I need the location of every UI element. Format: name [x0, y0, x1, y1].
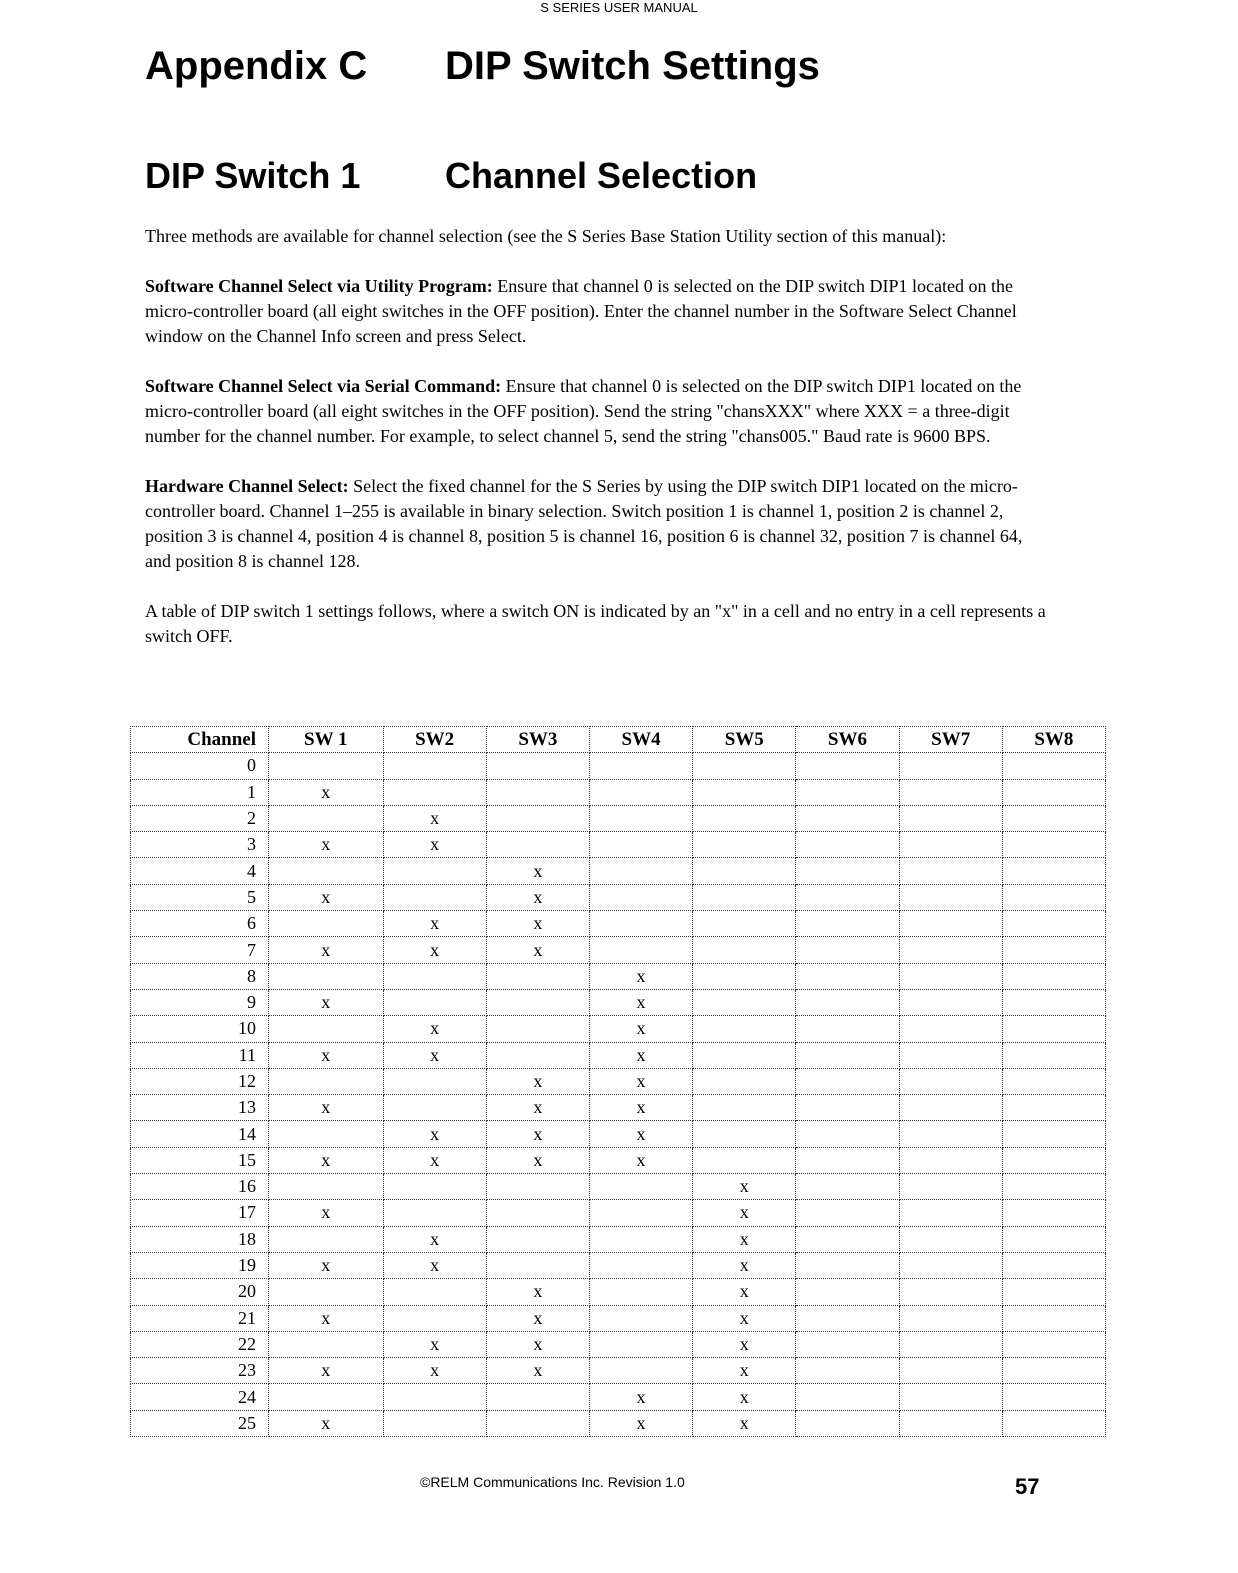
- switch-cell: [1002, 963, 1105, 989]
- switch-cell: [269, 1121, 384, 1147]
- switch-cell: x: [269, 1410, 384, 1436]
- channel-cell: 25: [131, 1410, 269, 1436]
- channel-cell: 11: [131, 1042, 269, 1068]
- switch-cell: [796, 1068, 899, 1094]
- switch-cell: x: [383, 911, 486, 937]
- switch-cell: [1002, 1121, 1105, 1147]
- switch-cell: [899, 1174, 1002, 1200]
- switch-cell: x: [269, 1200, 384, 1226]
- switch-cell: x: [383, 1226, 486, 1252]
- switch-cell: x: [693, 1226, 796, 1252]
- switch-cell: x: [589, 963, 692, 989]
- switch-cell: [899, 1331, 1002, 1357]
- switch-cell: [589, 937, 692, 963]
- switch-cell: [1002, 937, 1105, 963]
- switch-cell: [1002, 1042, 1105, 1068]
- switch-cell: [1002, 884, 1105, 910]
- switch-cell: [589, 753, 692, 779]
- table-row: [131, 1042, 1106, 1068]
- switch-cell: [899, 805, 1002, 831]
- switch-cell: [269, 963, 384, 989]
- switch-cell: [269, 1331, 384, 1357]
- channel-cell: 23: [131, 1358, 269, 1384]
- switch-cell: [1002, 911, 1105, 937]
- switch-cell: [693, 832, 796, 858]
- paragraph: Three methods are available for channel selection (see the S Series Base Station Utility section of this manual):: [145, 226, 947, 246]
- channel-cell: 14: [131, 1121, 269, 1147]
- channel-cell: 17: [131, 1200, 269, 1226]
- switch-cell: [899, 1147, 1002, 1173]
- switch-cell: [1002, 1358, 1105, 1384]
- table-row: [131, 1016, 1106, 1042]
- channel-cell: 21: [131, 1305, 269, 1331]
- switch-cell: x: [269, 989, 384, 1015]
- switch-cell: [589, 779, 692, 805]
- switch-cell: [383, 963, 486, 989]
- switch-cell: [1002, 1410, 1105, 1436]
- switch-cell: [269, 858, 384, 884]
- switch-cell: x: [383, 1147, 486, 1173]
- switch-cell: [899, 1384, 1002, 1410]
- switch-cell: [796, 1095, 899, 1121]
- switch-cell: [796, 989, 899, 1015]
- table-row: [131, 989, 1106, 1015]
- switch-cell: x: [486, 1358, 589, 1384]
- switch-cell: [899, 858, 1002, 884]
- channel-cell: 20: [131, 1279, 269, 1305]
- switch-cell: [383, 884, 486, 910]
- channel-cell: 19: [131, 1252, 269, 1278]
- switch-cell: x: [486, 937, 589, 963]
- switch-cell: [1002, 858, 1105, 884]
- switch-cell: [269, 1226, 384, 1252]
- table-row: [131, 1095, 1106, 1121]
- column-header: SW 1: [269, 727, 384, 753]
- switch-cell: [899, 1068, 1002, 1094]
- switch-cell: x: [589, 1016, 692, 1042]
- switch-cell: [269, 805, 384, 831]
- switch-cell: x: [486, 1279, 589, 1305]
- column-header: SW5: [693, 727, 796, 753]
- switch-cell: [1002, 1331, 1105, 1357]
- switch-cell: x: [589, 1147, 692, 1173]
- switch-cell: x: [269, 1252, 384, 1278]
- switch-cell: [693, 1121, 796, 1147]
- switch-cell: x: [486, 1068, 589, 1094]
- table-row: [131, 1305, 1106, 1331]
- switch-cell: [796, 911, 899, 937]
- body-text: [145, 224, 1050, 674]
- table-row: [131, 779, 1106, 805]
- switch-cell: [486, 989, 589, 1015]
- switch-cell: x: [486, 1121, 589, 1147]
- table-row: [131, 753, 1106, 779]
- column-header: SW2: [383, 727, 486, 753]
- column-header: Channel: [131, 727, 269, 753]
- switch-cell: [899, 1121, 1002, 1147]
- switch-cell: [693, 1042, 796, 1068]
- table-row: [131, 1147, 1106, 1173]
- column-header: SW3: [486, 727, 589, 753]
- switch-cell: [486, 805, 589, 831]
- switch-cell: x: [383, 1358, 486, 1384]
- switch-cell: [899, 963, 1002, 989]
- switch-cell: [383, 1068, 486, 1094]
- switch-cell: [693, 963, 796, 989]
- channel-cell: 5: [131, 884, 269, 910]
- switch-cell: [486, 753, 589, 779]
- switch-cell: [1002, 1200, 1105, 1226]
- switch-cell: [269, 1279, 384, 1305]
- channel-cell: 4: [131, 858, 269, 884]
- switch-cell: x: [383, 1331, 486, 1357]
- channel-cell: 3: [131, 832, 269, 858]
- switch-cell: [899, 884, 1002, 910]
- switch-cell: [1002, 832, 1105, 858]
- switch-cell: x: [589, 1042, 692, 1068]
- section-label: DIP Switch 1: [145, 155, 361, 196]
- switch-cell: [486, 1016, 589, 1042]
- switch-cell: [796, 1042, 899, 1068]
- switch-cell: [1002, 1305, 1105, 1331]
- switch-cell: [486, 1226, 589, 1252]
- switch-cell: [269, 1384, 384, 1410]
- channel-cell: 16: [131, 1174, 269, 1200]
- switch-cell: [1002, 753, 1105, 779]
- table-row: [131, 832, 1106, 858]
- switch-cell: [383, 1279, 486, 1305]
- switch-cell: x: [589, 1121, 692, 1147]
- channel-cell: 18: [131, 1226, 269, 1252]
- switch-cell: [693, 1095, 796, 1121]
- switch-cell: x: [269, 1147, 384, 1173]
- table-row: [131, 1358, 1106, 1384]
- channel-cell: 7: [131, 937, 269, 963]
- switch-cell: [693, 779, 796, 805]
- switch-cell: [486, 779, 589, 805]
- channel-cell: 13: [131, 1095, 269, 1121]
- switch-cell: [796, 1200, 899, 1226]
- switch-cell: x: [693, 1252, 796, 1278]
- switch-cell: [1002, 989, 1105, 1015]
- table-row: [131, 1200, 1106, 1226]
- channel-cell: 24: [131, 1384, 269, 1410]
- switch-cell: x: [486, 1147, 589, 1173]
- channel-cell: 0: [131, 753, 269, 779]
- switch-cell: [796, 1147, 899, 1173]
- switch-cell: [269, 1174, 384, 1200]
- switch-cell: x: [693, 1279, 796, 1305]
- switch-cell: [589, 1174, 692, 1200]
- switch-cell: x: [589, 1410, 692, 1436]
- switch-cell: [796, 1121, 899, 1147]
- switch-cell: [486, 1410, 589, 1436]
- switch-cell: [899, 1410, 1002, 1436]
- switch-cell: [1002, 1016, 1105, 1042]
- switch-cell: [589, 884, 692, 910]
- switch-cell: [1002, 1252, 1105, 1278]
- table-row: [131, 1068, 1106, 1094]
- switch-cell: [693, 1068, 796, 1094]
- switch-cell: x: [269, 884, 384, 910]
- switch-cell: x: [589, 989, 692, 1015]
- dip-switch-table: [130, 726, 1106, 1437]
- table-row: [131, 1279, 1106, 1305]
- switch-cell: [383, 1410, 486, 1436]
- switch-cell: [269, 911, 384, 937]
- switch-cell: x: [486, 884, 589, 910]
- column-header: SW8: [1002, 727, 1105, 753]
- running-header: S SERIES USER MANUAL: [540, 0, 698, 15]
- switch-cell: [1002, 1279, 1105, 1305]
- paragraph: Hardware Channel Select: Select the fixed channel for the S Series by using the DIP switch DIP1 located on the micro-controller board. Channel 1–255 is available in binary selection. Switch position 1 is channel 1, position 2 is channel 2, position 3 is channel 4, position 4 is channel 8, position 5 is channel 16, position 6 is channel 32, position 7 is channel 64, and position 8 is channel 128.: [145, 476, 1023, 571]
- switch-cell: [899, 1200, 1002, 1226]
- switch-cell: [796, 1331, 899, 1357]
- switch-cell: x: [383, 1042, 486, 1068]
- switch-cell: [796, 884, 899, 910]
- switch-cell: [589, 858, 692, 884]
- switch-cell: [486, 832, 589, 858]
- switch-cell: [383, 1200, 486, 1226]
- switch-cell: [899, 911, 1002, 937]
- switch-cell: x: [589, 1095, 692, 1121]
- switch-cell: [1002, 1095, 1105, 1121]
- switch-cell: [899, 832, 1002, 858]
- paragraph: Software Channel Select via Serial Command: Ensure that channel 0 is selected on the DIP switch DIP1 located on the micro-controller board (all eight switches in the OFF position). Send the string "chansXXX" where XXX = a three-digit number for the channel number. For example, to select channel 5, send the string "chans005." Baud rate is 9600 BPS.: [145, 376, 1022, 446]
- page-title: DIP Switch Settings: [445, 44, 820, 88]
- switch-cell: [796, 1174, 899, 1200]
- switch-cell: [693, 858, 796, 884]
- switch-cell: [796, 1305, 899, 1331]
- switch-cell: [899, 1042, 1002, 1068]
- channel-cell: 2: [131, 805, 269, 831]
- switch-cell: [589, 1305, 692, 1331]
- switch-cell: [589, 805, 692, 831]
- switch-cell: [383, 779, 486, 805]
- switch-cell: x: [589, 1068, 692, 1094]
- switch-cell: [486, 1200, 589, 1226]
- switch-cell: [899, 1226, 1002, 1252]
- switch-cell: [899, 1279, 1002, 1305]
- switch-cell: x: [269, 1042, 384, 1068]
- switch-cell: [899, 753, 1002, 779]
- table-row: [131, 1331, 1106, 1357]
- switch-cell: x: [269, 1095, 384, 1121]
- switch-cell: [589, 1358, 692, 1384]
- switch-cell: x: [486, 1331, 589, 1357]
- switch-cell: [796, 1358, 899, 1384]
- switch-cell: [269, 1016, 384, 1042]
- table-row: [131, 858, 1106, 884]
- switch-cell: x: [486, 1095, 589, 1121]
- channel-cell: 8: [131, 963, 269, 989]
- channel-cell: 12: [131, 1068, 269, 1094]
- switch-cell: [1002, 1384, 1105, 1410]
- paragraph: A table of DIP switch 1 settings follows, where a switch ON is indicated by an "x" in a cell and no entry in a cell represents a switch OFF.: [145, 601, 1046, 646]
- switch-cell: [796, 963, 899, 989]
- switch-cell: [693, 911, 796, 937]
- switch-cell: [796, 832, 899, 858]
- switch-cell: x: [383, 1016, 486, 1042]
- appendix-label: Appendix C: [145, 44, 368, 88]
- switch-cell: x: [693, 1410, 796, 1436]
- switch-cell: [796, 1410, 899, 1436]
- column-header: SW4: [589, 727, 692, 753]
- footer-copyright: ©RELM Communications Inc. Revision 1.0: [420, 1474, 685, 1490]
- switch-cell: [383, 1174, 486, 1200]
- switch-cell: [899, 1095, 1002, 1121]
- switch-cell: x: [383, 805, 486, 831]
- switch-cell: [486, 1174, 589, 1200]
- channel-cell: 1: [131, 779, 269, 805]
- switch-cell: [693, 805, 796, 831]
- switch-cell: [1002, 1068, 1105, 1094]
- switch-cell: [899, 1358, 1002, 1384]
- switch-cell: [486, 1042, 589, 1068]
- switch-cell: [269, 753, 384, 779]
- channel-cell: 10: [131, 1016, 269, 1042]
- switch-cell: [796, 1279, 899, 1305]
- column-header: SW7: [899, 727, 1002, 753]
- switch-cell: [796, 1384, 899, 1410]
- switch-cell: [899, 937, 1002, 963]
- switch-cell: [589, 1226, 692, 1252]
- table-row: [131, 1252, 1106, 1278]
- table-row: [131, 1410, 1106, 1436]
- switch-cell: [589, 832, 692, 858]
- switch-cell: [796, 858, 899, 884]
- switch-cell: x: [383, 1252, 486, 1278]
- switch-cell: [693, 1016, 796, 1042]
- switch-cell: x: [269, 1305, 384, 1331]
- switch-cell: [899, 1016, 1002, 1042]
- switch-cell: x: [383, 937, 486, 963]
- switch-cell: [899, 989, 1002, 1015]
- switch-cell: [796, 805, 899, 831]
- switch-cell: [383, 1305, 486, 1331]
- switch-cell: [589, 911, 692, 937]
- section-title: Channel Selection: [445, 155, 758, 196]
- channel-cell: 6: [131, 911, 269, 937]
- switch-cell: x: [693, 1174, 796, 1200]
- switch-cell: [693, 937, 796, 963]
- switch-cell: x: [486, 911, 589, 937]
- switch-cell: [693, 1147, 796, 1173]
- page-number: 57: [1015, 1474, 1040, 1499]
- switch-cell: [589, 1279, 692, 1305]
- channel-cell: 9: [131, 989, 269, 1015]
- switch-cell: x: [693, 1384, 796, 1410]
- switch-cell: [486, 1384, 589, 1410]
- switch-cell: x: [589, 1384, 692, 1410]
- switch-cell: x: [693, 1358, 796, 1384]
- table-row: [131, 884, 1106, 910]
- switch-cell: [269, 1068, 384, 1094]
- switch-cell: [899, 1305, 1002, 1331]
- switch-cell: [486, 1252, 589, 1278]
- switch-cell: [383, 1095, 486, 1121]
- table-row: [131, 805, 1106, 831]
- switch-cell: [796, 753, 899, 779]
- table-row: [131, 1121, 1106, 1147]
- switch-cell: [383, 858, 486, 884]
- table-row: [131, 911, 1106, 937]
- switch-cell: x: [693, 1200, 796, 1226]
- switch-cell: [589, 1200, 692, 1226]
- switch-cell: x: [383, 1121, 486, 1147]
- table-row: [131, 963, 1106, 989]
- switch-cell: [899, 779, 1002, 805]
- switch-cell: x: [269, 779, 384, 805]
- switch-cell: [796, 1016, 899, 1042]
- switch-cell: x: [693, 1331, 796, 1357]
- switch-cell: [1002, 779, 1105, 805]
- switch-cell: [796, 937, 899, 963]
- table-row: [131, 1384, 1106, 1410]
- switch-cell: x: [486, 858, 589, 884]
- paragraph: Software Channel Select via Utility Program: Ensure that channel 0 is selected on the DIP switch DIP1 located on the micro-controller board (all eight switches in the OFF position). Enter the channel number in the Software Select Channel window on the Channel Info screen and press Select.: [145, 276, 1017, 346]
- switch-cell: [796, 779, 899, 805]
- switch-cell: x: [383, 832, 486, 858]
- switch-cell: x: [693, 1305, 796, 1331]
- switch-cell: [1002, 1226, 1105, 1252]
- switch-cell: [693, 884, 796, 910]
- table-row: [131, 1226, 1106, 1252]
- switch-cell: [899, 1252, 1002, 1278]
- switch-cell: [383, 1384, 486, 1410]
- switch-cell: [383, 753, 486, 779]
- channel-cell: 15: [131, 1147, 269, 1173]
- switch-cell: [693, 753, 796, 779]
- channel-cell: 22: [131, 1331, 269, 1357]
- switch-cell: [383, 989, 486, 1015]
- switch-cell: [589, 1331, 692, 1357]
- switch-cell: [486, 963, 589, 989]
- switch-cell: [796, 1252, 899, 1278]
- switch-cell: [796, 1226, 899, 1252]
- switch-cell: [1002, 1174, 1105, 1200]
- table-row: [131, 1174, 1106, 1200]
- switch-cell: x: [269, 832, 384, 858]
- switch-cell: [589, 1252, 692, 1278]
- switch-cell: [1002, 1147, 1105, 1173]
- switch-cell: [1002, 805, 1105, 831]
- table-row: [131, 937, 1106, 963]
- column-header: SW6: [796, 727, 899, 753]
- switch-cell: x: [269, 1358, 384, 1384]
- switch-cell: x: [269, 937, 384, 963]
- switch-cell: x: [486, 1305, 589, 1331]
- switch-cell: [693, 989, 796, 1015]
